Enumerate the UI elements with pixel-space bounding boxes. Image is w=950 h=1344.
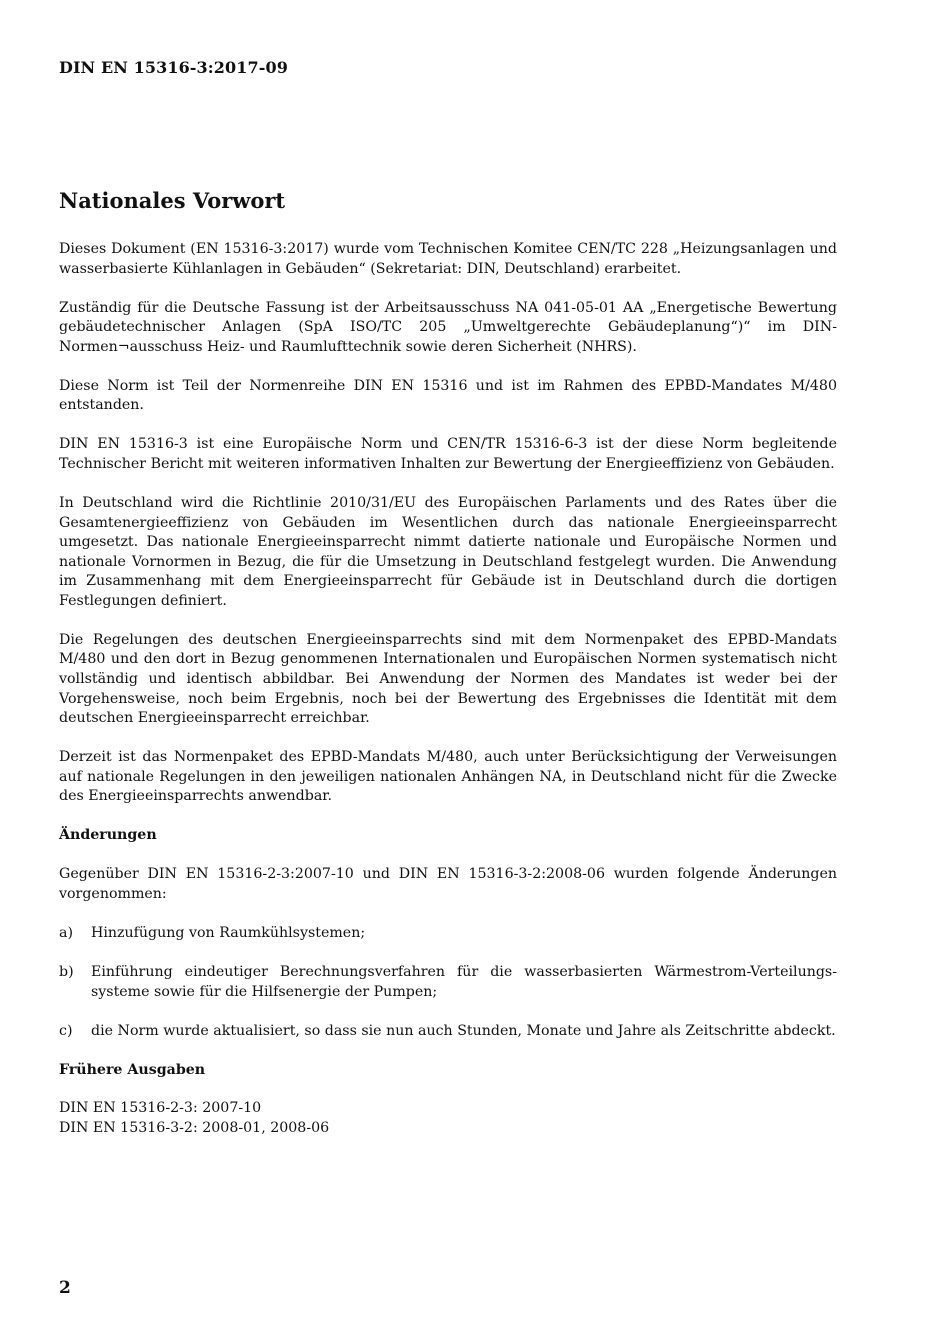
previous-editions-heading: Frühere Ausgaben xyxy=(59,1061,206,1078)
paragraph-responsibility: Zuständig für die Deutsche Fassung ist der Arbeitsausschuss NA 041-05-01 AA „Energetische Bewertung gebäudetechnischer Anlagen (SpA ISO/TC 205 „Umweltgerechte Gebäudeplanung“)“ im DIN-Normen¬ausschuss Heiz- und Raumlufttechnik sowie deren Sicherheit (NHRS). xyxy=(59,299,837,355)
paragraph-directive: In Deutschland wird die Richtlinie 2010/31/EU des Europäischen Parlaments und des Rates über die Gesamtenergieeffizienz von Gebäuden im Wesentlichen durch das nationale Energieeinsparrecht umgesetzt. Das nationale Energieeinsparrecht nimmt datierte nationale und Europäische Normen und nationale Vornormen in Bezug, die für die Umsetzung in Deutschland festgelegt wurden. Die Anwendung im Zusammenhang mit dem Energieeinsparrecht für Gebäude ist in Deutschland durch die dortigen Festlegungen definiert. xyxy=(59,494,837,609)
document-page xyxy=(59,0,837,1344)
list-marker: c) xyxy=(59,1022,73,1039)
paragraph-technical-report: DIN EN 15316-3 ist eine Europäische Norm und CEN/TR 15316-6-3 ist der diese Norm begleitende Technischer Bericht mit weiteren informativen Inhalten zur Bewertung der Energieeffizienz von Gebäuden. xyxy=(59,436,837,472)
list-marker: b) xyxy=(59,963,74,980)
paragraph-regulations: Die Regelungen des deutschen Energieeinsparrechts sind mit dem Normenpaket des EPBD-Mandats M/480 und den dort in Bezug genommenen Internationalen und Europäischen Normen systematisch nicht vollständig und identisch abbildbar. Bei Anwendung der Normen des Mandates ist weder bei der Vorgehensweise, noch beim Ergebnis, noch bei der Bewertung des Ergebnisses die Identität mit dem deutschen Energieeinsparrecht erreichbar. xyxy=(59,631,837,727)
changes-intro: Gegenüber DIN EN 15316-2-3:2007-10 und DIN EN 15316-3-2:2008-06 wurden folgende Änderungen vorgenommen: xyxy=(59,866,837,902)
paragraph-committee: Dieses Dokument (EN 15316-3:2017) wurde vom Technischen Komitee CEN/TC 228 „Heizungsanlagen und wasserbasierte Kühlanlagen in Gebäuden“ (Sekretariat: DIN, Deutschland) erarbeitet. xyxy=(59,241,837,277)
document-body xyxy=(59,240,837,1139)
previous-edition-line: DIN EN 15316-3-2: 2008-01, 2008-06 xyxy=(59,1120,330,1137)
paragraph-series: Diese Norm ist Teil der Normenreihe DIN EN 15316 und ist im Rahmen des EPBD-Mandates M/480 entstanden. xyxy=(59,377,837,414)
paragraph-applicability: Derzeit ist das Normenpaket des EPBD-Mandats M/480, auch unter Berücksichtigung der Verweisungen auf nationale Regelungen in den jeweiligen nationalen Anhängen NA, in Deutschland nicht für die Zwecke des Energieeinsparrechts anwendbar. xyxy=(59,749,837,805)
page-title: Nationales Vorwort xyxy=(59,188,286,213)
list-item xyxy=(59,924,837,944)
list-marker: a) xyxy=(59,924,73,941)
previous-edition-line: DIN EN 15316-2-3: 2007-10 xyxy=(59,1100,262,1117)
list-item-text: Einführung eindeutiger Berechnungsverfahren für die wasserbasierten Wärmestrom-Verteilungs-systeme sowie für die Hilfsenergie der Pumpen; xyxy=(91,963,837,1000)
list-item-text: die Norm wurde aktualisiert, so dass sie nun auch Stunden, Monate und Jahre als Zeitschritte abdeckt. xyxy=(91,1022,836,1039)
previous-editions-list xyxy=(59,1099,837,1138)
changes-heading: Änderungen xyxy=(59,827,157,844)
page-number: 2 xyxy=(59,1278,71,1298)
list-item xyxy=(59,1022,837,1042)
changes-list xyxy=(59,924,837,1041)
document-identifier: DIN EN 15316-3:2017-09 xyxy=(59,58,288,77)
list-item-text: Hinzufügung von Raumkühlsystemen; xyxy=(91,924,366,941)
list-item xyxy=(59,963,837,1002)
